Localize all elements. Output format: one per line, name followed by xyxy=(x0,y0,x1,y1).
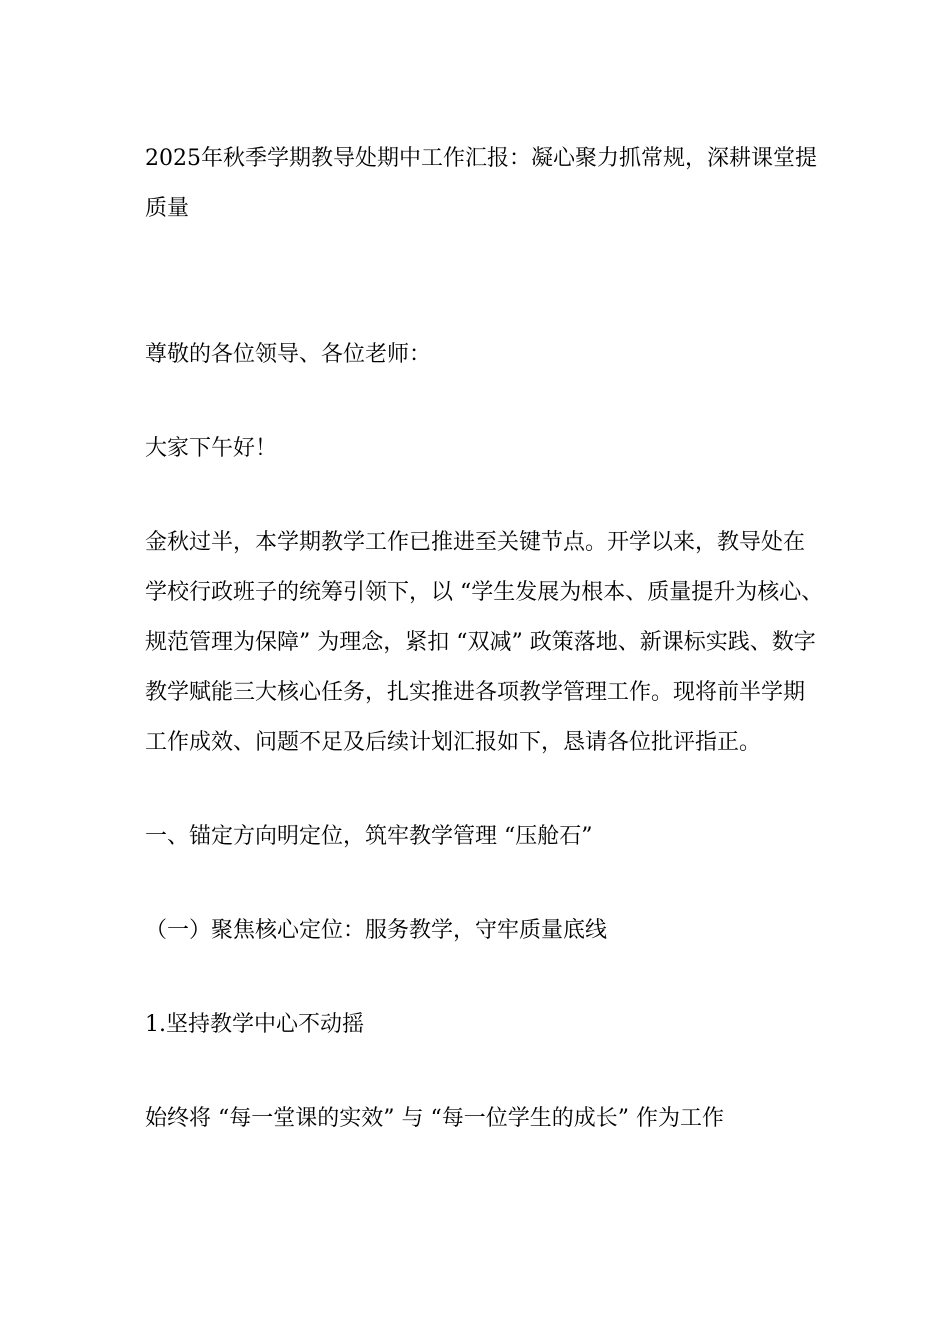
document-title: 2025年秋季学期教导处期中工作汇报：凝心聚力抓常规，深耕课堂提质量 xyxy=(145,146,817,221)
intro-paragraph: 金秋过半，本学期教学工作已推进至关键节点。开学以来，教导处在学校行政班子的统筹引领下，以 “学生发展为根本、质量提升为核心、规范管理为保障” 为理念，紧扣 “双减” 政策落地、新课标实践、数字教学赋能三大核心任务，扎实推进各项教学管理工作。现将前半学期工作成效、问题不足及后续计划汇报如下，恳请各位批评指正。 xyxy=(145,530,824,755)
document-body xyxy=(145,134,825,1144)
item-heading: 1.坚持教学中心不动摇 xyxy=(145,1012,364,1037)
salutation: 尊敬的各位领导、各位老师： xyxy=(145,342,432,367)
greeting: 大家下午好！ xyxy=(145,436,278,461)
section-heading: 一、锚定方向明定位，筑牢教学管理 “压舱石” xyxy=(145,824,593,849)
item-paragraph: 始终将 “每一堂课的实效” 与 “每一位学生的成长” 作为工作 xyxy=(145,1106,724,1131)
subsection-heading: （一）聚焦核心定位：服务教学，守牢质量底线 xyxy=(145,918,608,943)
